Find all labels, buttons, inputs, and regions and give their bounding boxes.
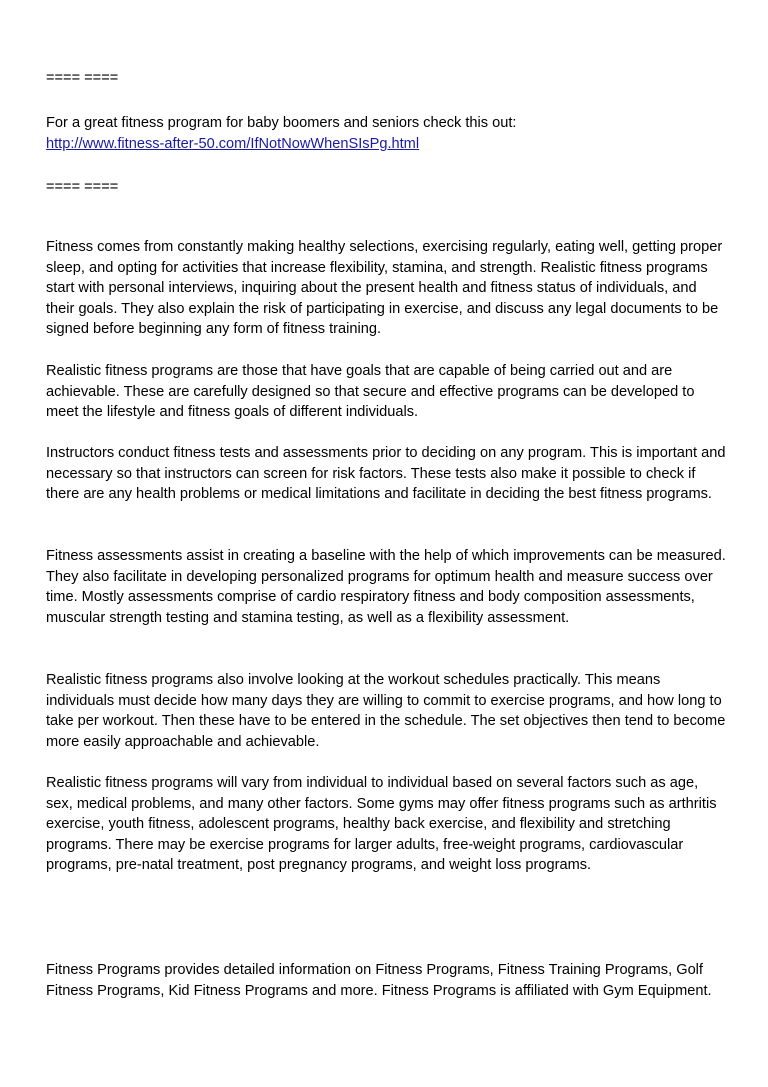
- paragraph-2: Realistic fitness programs are those that have goals that are capable of being carried out and are achievable. These are carefully designed so that secure and effective programs can be developed to meet the lifestyle and fitness goals of different individuals.: [46, 363, 695, 421]
- paragraph-6: Realistic fitness programs will vary from individual to individual based on several factors such as age, sex, medical problems, and many other factors. Some gyms may offer fitness programs such as arthritis exercise, youth fitness, adolescent programs, healthy back exercise, and flexibility and stretching programs. There may be exercise programs for larger adults, free-weight programs, cardiovascular programs, pre-natal treatment, post pregnancy programs, and weight loss programs.: [46, 775, 717, 874]
- paragraph-5: Realistic fitness programs also involve looking at the workout schedules practically. This means individuals must decide how many days they are willing to commit to exercise programs, and how long to take per workout. Then these have to be entered in the schedule. The set objectives then tend to become more easily approachable and achievable.: [46, 672, 726, 750]
- intro-text: For a great fitness program for baby boomers and seniors check this out:: [46, 115, 517, 131]
- paragraph-1: Fitness comes from constantly making healthy selections, exercising regularly, eating well, getting proper sleep, and opting for activities that increase flexibility, stamina, and strength. Realistic fitness programs start with personal interviews, inquiring about the present health and fitness status of individuals, and their goals. They also explain the risk of participating in exercise, and discuss any legal documents to be signed before beginning any form of fitness training.: [46, 239, 723, 338]
- fitness-link[interactable]: http://www.fitness-after-50.com/IfNotNowWhenSIsPg.html: [46, 136, 420, 152]
- separator-bottom: ==== ====: [46, 179, 119, 195]
- footer-about: Fitness Programs provides detailed information on Fitness Programs, Fitness Training Programs, Golf Fitness Programs, Kid Fitness Programs and more. Fitness Programs is affiliated with Gym Equipment.: [46, 962, 712, 999]
- separator-top: ==== ====: [46, 70, 119, 86]
- paragraph-4: Fitness assessments assist in creating a baseline with the help of which improvements can be measured. They also facilitate in developing personalized programs for optimum health and measure success over time. Mostly assessments comprise of cardio respiratory fitness and body composition assessments, muscular strength testing and stamina testing, as well as a flexibility assessment.: [46, 548, 726, 626]
- paragraph-3: Instructors conduct fitness tests and assessments prior to deciding on any program. This is important and necessary so that instructors can screen for risk factors. These tests also make it possible to check if there are any health problems or medical limitations and facilitate in deciding the best fitness programs.: [46, 445, 726, 503]
